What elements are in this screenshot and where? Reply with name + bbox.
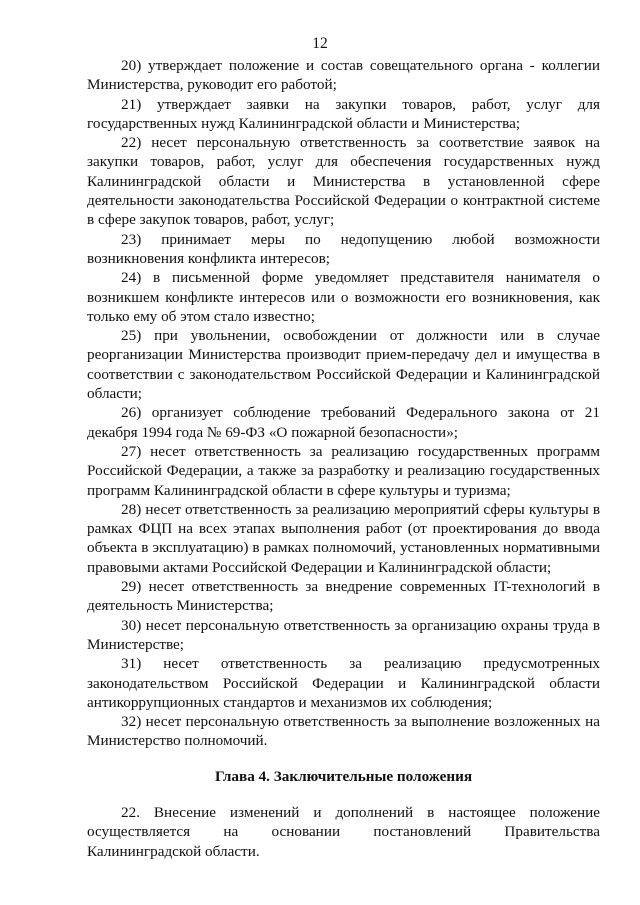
list-item: 31) несет ответственность за реализацию предусмотренных законодательством Российской Федерации и Калининградской области антикоррупционных стандартов и механизмов их соблюдения;: [87, 655, 600, 711]
list-item: 28) несет ответственность за реализацию мероприятий сферы культуры в рамках ФЦП на всех этапах выполнения работ (от проектирования до ввода объекта в эксплуатацию) в рамках полномочий, установленных нормативными правовыми актами Российской Федерации и Калининградской области;: [87, 500, 600, 576]
list-item: 26) организует соблюдение требований Федерального закона от 21 декабря 1994 года № 69-ФЗ «О пожарной безопасности»;: [87, 404, 600, 441]
list-item: 24) в письменной форме уведомляет представителя нанимателя о возникшем конфликте интересов или о возможности его возникновения, как только ему об этом стало известно;: [87, 269, 600, 325]
list-item: 32) несет персональную ответственность за выполнение возложенных на Министерство полномочий.: [87, 713, 600, 750]
document-body: [87, 56, 600, 861]
list-item: 27) несет ответственность за реализацию государственных программ Российской Федерации, а также за разработку и реализацию государственных программ Калининградской области в сфере культуры и туризма;: [87, 442, 600, 499]
final-paragraph: 22. Внесение изменений и дополнений в настоящее положение осуществляется на основании постановлений Правительства Калининградской области.: [87, 803, 600, 860]
list-item: 20) утверждает положение и состав совещательного органа - коллегии Министерства, руководит его работой;: [87, 57, 600, 94]
chapter-heading: Глава 4. Заключительные положения: [214, 767, 473, 785]
list-item: 29) несет ответственность за внедрение современных IT-технологий в деятельность Министерства;: [87, 578, 600, 615]
list-item: 21) утверждает заявки на закупки товаров, работ, услуг для государственных нужд Калининградской области и Министерства;: [87, 95, 600, 132]
list-item: 30) несет персональную ответственность за организацию охраны труда в Министерстве;: [87, 616, 600, 653]
list-item: 25) при увольнении, освобождении от должности или в случае реорганизации Министерства производит прием-передачу дел и имущества в соответствии с законодательством Российской Федерации и Калининградской области;: [87, 327, 600, 403]
list-item: 23) принимает меры по недопущению любой возможности возникновения конфликта интересов;: [87, 230, 600, 267]
list-item: 22) несет персональную ответственность за соответствие заявок на закупки товаров, работ, услуг для обеспечения государственных нужд Калининградской области и Министерства в установленной сфере деятельности законодательства Российской Федерации о контрактной системе в сфере закупок товаров, работ, услуг;: [87, 134, 600, 229]
page-number: 12: [312, 35, 328, 52]
